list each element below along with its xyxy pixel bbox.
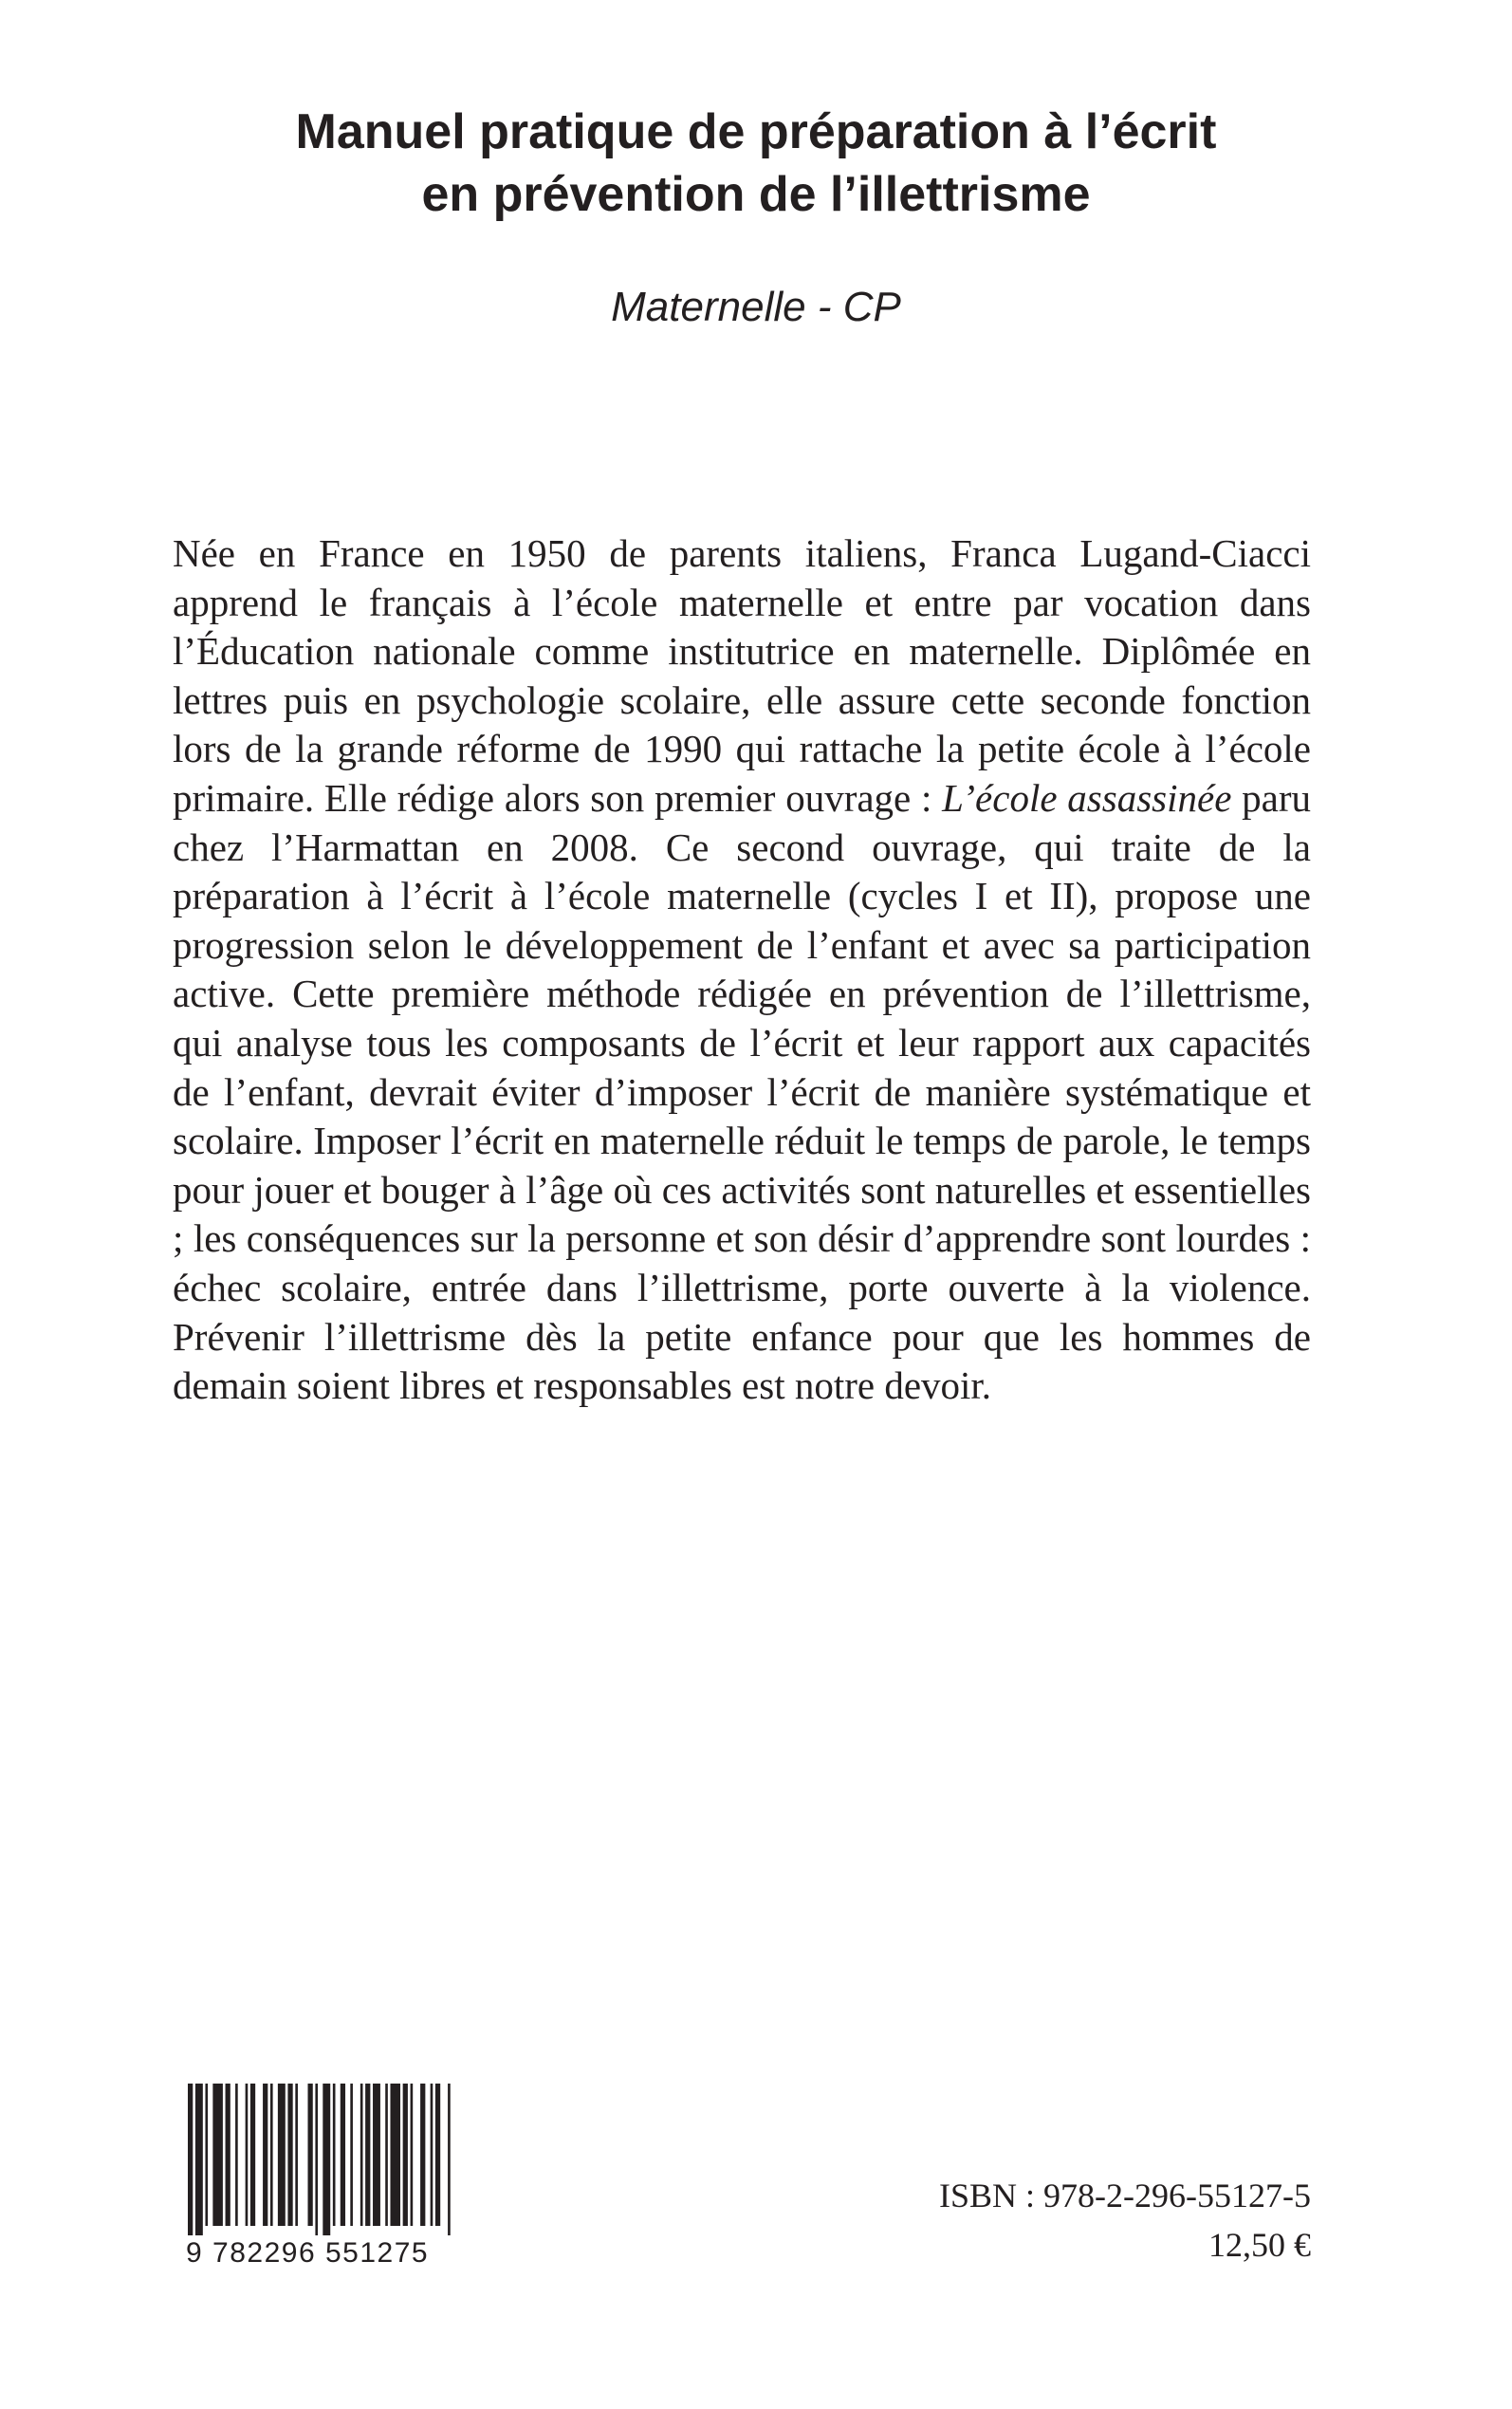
barcode-bar [295, 2084, 298, 2226]
book-title-line-1: Manuel pratique de préparation à l’écrit [295, 104, 1217, 159]
barcode-bar [315, 2084, 318, 2235]
barcode-bar [212, 2084, 223, 2226]
barcode-bar [431, 2084, 433, 2226]
barcode-bar [235, 2084, 238, 2226]
barcode-bar [448, 2084, 451, 2235]
barcode-bar [403, 2084, 408, 2226]
barcode-bar [411, 2084, 414, 2226]
barcode-bars [186, 2084, 459, 2235]
blurb-text-part-2: paru chez l’Harmattan en 2008. Ce second ouvrage, qui traite de la préparation à l’écrit à l’école maternelle (cycles I et II), propose une progression selon le développement de l’enfant et avec sa participation active. Cette première méthode rédigée en prévention de l’illettrisme, qui analyse tous les composants de l’écrit et leur rapport aux capacités de l’enfant, devrait éviter d’imposer l’écrit de manière systématique et scolaire. Imposer l’écrit en maternelle réduit le temps de parole, le temps pour jouer et bouger à l’âge où ces activités sont naturelles et essentielles ; les conséquences sur la personne et son désir d’apprendre sont lourdes : échec scolaire, entrée dans l’illettrisme, porte ouverte à la violence. Prévenir l’illettrisme dès la petite enfance pour que les hommes de demain soient libres et responsables est notre devoir. [173, 775, 1312, 1408]
barcode-bar [205, 2084, 208, 2226]
back-cover-blurb [173, 529, 1311, 1411]
barcode-bar [333, 2084, 336, 2226]
price: 12,50 € [1208, 2226, 1311, 2264]
blurb-text-part-1: Née en France en 1950 de parents italiens, Franca Lugand-Ciacci apprend le français à l’école maternelle et entre par vocation dans l’Éducation nationale comme institutrice en maternelle. Diplômée en lettres puis en psychologie scolaire, elle assure cette seconde fonction lors de la grande réforme de 1990 qui rattache la petite école à l’école primaire. Elle rédige alors son premier ouvrage : [173, 531, 1311, 820]
book-title-line-2: en prévention de l’illettrisme [421, 167, 1091, 222]
barcode-bar [263, 2084, 267, 2226]
barcode-bar [390, 2084, 400, 2226]
barcode-bar [385, 2084, 388, 2226]
barcode-bar [323, 2084, 330, 2235]
barcode-bar [188, 2084, 193, 2235]
barcode-bar [287, 2084, 292, 2226]
barcode-bar [246, 2084, 249, 2226]
cited-book-title: L’école assassinée [942, 775, 1232, 820]
barcode-bar [435, 2084, 440, 2226]
barcode-bar [278, 2084, 286, 2226]
barcode-bar [195, 2084, 203, 2235]
barcode-bar [270, 2084, 273, 2226]
barcode-digits: 9 782296 551275 [186, 2237, 430, 2269]
barcode-bar [420, 2084, 425, 2226]
barcode-bar [308, 2084, 313, 2226]
barcode-bar [373, 2084, 380, 2226]
barcode-bar [341, 2084, 345, 2226]
barcode-bar [226, 2084, 230, 2226]
barcode-bar [350, 2084, 353, 2226]
book-subtitle: Maternelle - CP [611, 284, 901, 330]
isbn-number: ISBN : 978-2-296-55127-5 [939, 2177, 1311, 2214]
barcode-bar [250, 2084, 255, 2226]
barcode-bar [365, 2084, 370, 2226]
barcode-bar [360, 2084, 363, 2226]
